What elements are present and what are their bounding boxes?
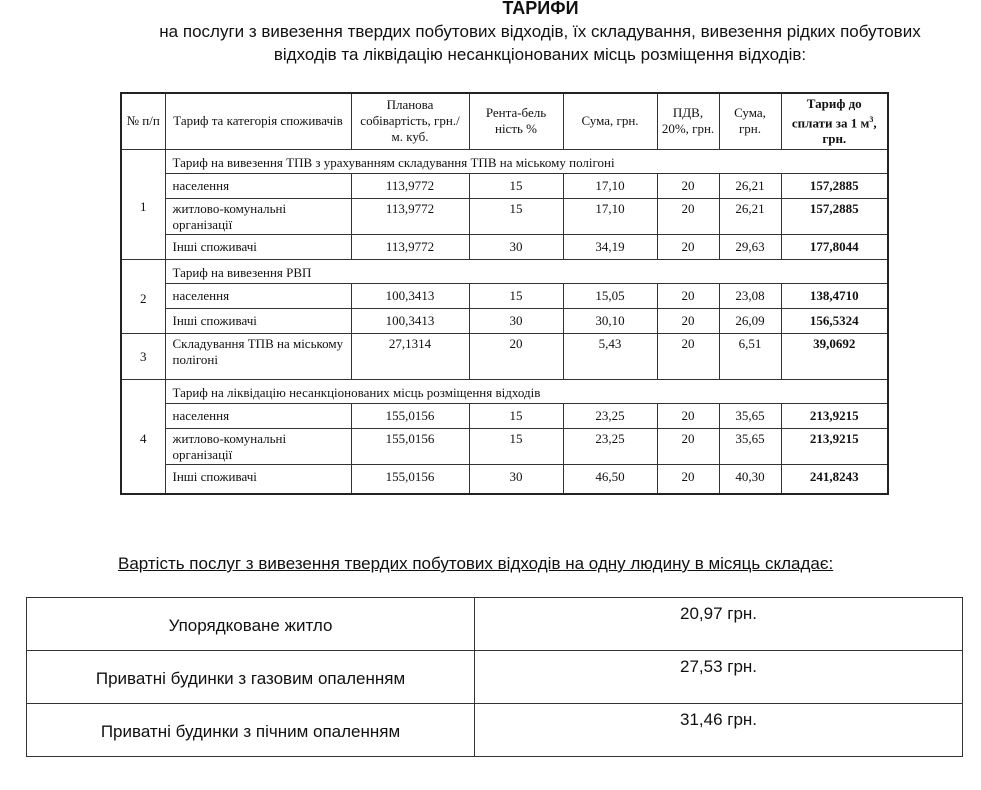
- cell-vat: 20: [657, 308, 719, 333]
- cell-tariff: 39,0692: [781, 333, 888, 379]
- group-number: 2: [121, 259, 165, 333]
- table-row: [27, 704, 963, 757]
- cell-sum: 23,25: [563, 428, 657, 464]
- header-profitability: Рента-бель ність %: [469, 93, 563, 149]
- cell-tariff: 241,8243: [781, 464, 888, 494]
- header-tariff-text: Тариф до сплати за 1 м: [791, 95, 870, 130]
- cell-planned-cost: 155,0156: [351, 403, 469, 428]
- header-sum-2: Сума, грн.: [719, 93, 781, 149]
- cell-profitability: 15: [469, 428, 563, 464]
- cell-category: населення: [165, 173, 351, 198]
- header-sum: Сума, грн.: [563, 93, 657, 149]
- cell-profitability: 20: [469, 333, 563, 379]
- cell-vat: 20: [657, 283, 719, 308]
- cell-tariff: 213,9215: [781, 428, 888, 464]
- cell-vat: 20: [657, 464, 719, 494]
- cost-row-label: Упорядковане житло: [27, 598, 475, 651]
- cell-sum-2: 23,08: [719, 283, 781, 308]
- header-tariff-superscript: 3: [869, 114, 874, 124]
- cell-sum-2: 29,63: [719, 234, 781, 259]
- header-vat: ПДВ, 20%, грн.: [657, 93, 719, 149]
- cell-planned-cost: 100,3413: [351, 308, 469, 333]
- group-header-row: [121, 149, 888, 173]
- cost-per-person-table: [26, 597, 963, 757]
- table-row: [121, 234, 888, 259]
- cost-row-value: 31,46 грн.: [475, 704, 963, 757]
- cell-vat: 20: [657, 403, 719, 428]
- tariff-table: [120, 92, 889, 495]
- cell-sum-2: 6,51: [719, 333, 781, 379]
- header-tariff: [781, 93, 888, 149]
- cell-category: населення: [165, 403, 351, 428]
- cell-category: населення: [165, 283, 351, 308]
- cell-tariff: 156,5324: [781, 308, 888, 333]
- cell-tariff: 177,8044: [781, 234, 888, 259]
- cell-sum: 17,10: [563, 198, 657, 234]
- cell-tariff: 138,4710: [781, 283, 888, 308]
- table-row: [121, 333, 888, 379]
- cell-vat: 20: [657, 198, 719, 234]
- table-row: [121, 428, 888, 464]
- cell-planned-cost: 100,3413: [351, 283, 469, 308]
- cell-sum: 23,25: [563, 403, 657, 428]
- cell-vat: 20: [657, 234, 719, 259]
- cell-category: Інші споживачі: [165, 234, 351, 259]
- cell-vat: 20: [657, 173, 719, 198]
- cell-sum-2: 35,65: [719, 428, 781, 464]
- cell-tariff: 213,9215: [781, 403, 888, 428]
- group-header-row: [121, 379, 888, 403]
- table-row: [121, 403, 888, 428]
- cell-planned-cost: 155,0156: [351, 428, 469, 464]
- cell-sum-2: 35,65: [719, 403, 781, 428]
- group-title: Тариф на ліквідацію несанкціонованих місць розміщення відходів: [165, 379, 888, 403]
- table-row: [121, 173, 888, 198]
- document-title: ТАРИФИ: [502, 0, 579, 18]
- cell-planned-cost: 113,9772: [351, 173, 469, 198]
- cell-planned-cost: 155,0156: [351, 464, 469, 494]
- cost-row-label: Приватні будинки з газовим опаленням: [27, 651, 475, 704]
- cell-category: житлово-комунальні організації: [165, 198, 351, 234]
- group-title: Тариф на вивезення ТПВ з урахуванням складування ТПВ на міському полігоні: [165, 149, 888, 173]
- cell-tariff: 157,2885: [781, 198, 888, 234]
- cost-row-value: 27,53 грн.: [475, 651, 963, 704]
- cell-profitability: 15: [469, 173, 563, 198]
- cost-row-value: 20,97 грн.: [475, 598, 963, 651]
- cell-sum: 34,19: [563, 234, 657, 259]
- cell-sum-2: 26,09: [719, 308, 781, 333]
- cell-profitability: 15: [469, 198, 563, 234]
- cost-section-heading: Вартість послуг з вивезення твердих побутових відходів на одну людину в місяць складає:: [118, 554, 834, 573]
- document-subtitle: [110, 20, 970, 66]
- cell-vat: 20: [657, 428, 719, 464]
- table-row: [121, 308, 888, 333]
- cell-planned-cost: 113,9772: [351, 198, 469, 234]
- table-row: [121, 464, 888, 494]
- cell-profitability: 30: [469, 464, 563, 494]
- cell-planned-cost: 27,1314: [351, 333, 469, 379]
- group-title: Тариф на вивезення РВП: [165, 259, 888, 283]
- tariff-table-header: [121, 93, 888, 149]
- group-number: 1: [121, 149, 165, 259]
- subtitle-line-1: на послуги з вивезення твердих побутових відходів, їх складування, вивезення рідких побутових: [159, 22, 921, 41]
- cell-category: Складування ТПВ на міському полігоні: [165, 333, 351, 379]
- cell-profitability: 30: [469, 234, 563, 259]
- group-number: 3: [121, 333, 165, 379]
- cell-tariff: 157,2885: [781, 173, 888, 198]
- header-tariff-unit: , грн.: [822, 114, 877, 146]
- cell-profitability: 30: [469, 308, 563, 333]
- cell-sum-2: 40,30: [719, 464, 781, 494]
- cell-profitability: 15: [469, 403, 563, 428]
- cell-planned-cost: 113,9772: [351, 234, 469, 259]
- table-row: [27, 651, 963, 704]
- cell-category: Інші споживачі: [165, 464, 351, 494]
- cost-row-label: Приватні будинки з пічним опаленням: [27, 704, 475, 757]
- tariff-table-body: [121, 149, 888, 494]
- cell-sum: 15,05: [563, 283, 657, 308]
- cell-vat: 20: [657, 333, 719, 379]
- cell-category: Інші споживачі: [165, 308, 351, 333]
- group-number: 4: [121, 379, 165, 494]
- cell-sum: 46,50: [563, 464, 657, 494]
- header-category: Тариф та категорія споживачів: [165, 93, 351, 149]
- table-row: [27, 598, 963, 651]
- header-no: № п/п: [121, 93, 165, 149]
- cell-category: житлово-комунальні організації: [165, 428, 351, 464]
- header-planned-cost: Планова собівартість, грн./м. куб.: [351, 93, 469, 149]
- cell-sum-2: 26,21: [719, 173, 781, 198]
- table-row: [121, 198, 888, 234]
- subtitle-line-2: відходів та ліквідацію несанкціонованих місць розміщення відходів:: [273, 45, 807, 64]
- cell-sum: 5,43: [563, 333, 657, 379]
- cell-sum-2: 26,21: [719, 198, 781, 234]
- cell-profitability: 15: [469, 283, 563, 308]
- table-row: [121, 283, 888, 308]
- cell-sum: 17,10: [563, 173, 657, 198]
- cell-sum: 30,10: [563, 308, 657, 333]
- group-header-row: [121, 259, 888, 283]
